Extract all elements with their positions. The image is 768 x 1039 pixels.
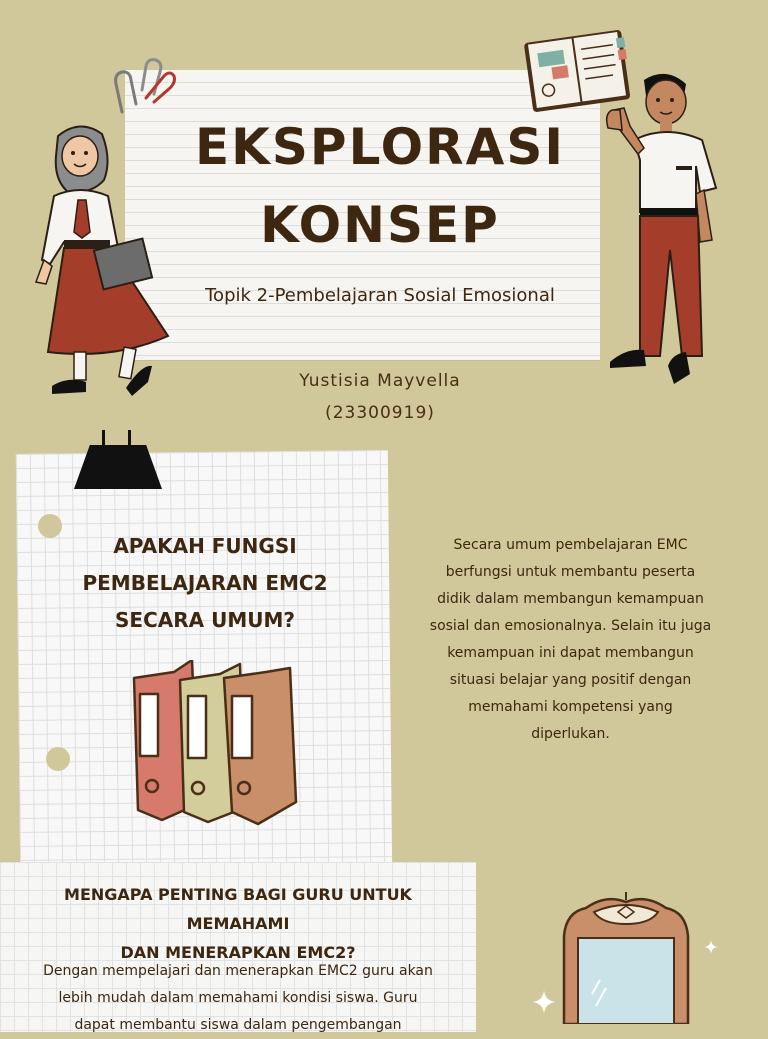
answer-line: berfungsi untuk membantu peserta — [445, 564, 696, 580]
binder-hole — [46, 747, 70, 771]
mirror-illustration — [556, 878, 702, 1024]
author-id: (23300919) — [325, 403, 435, 423]
author-name: Yustisia Mayvella — [299, 371, 461, 391]
binders-illustration — [128, 660, 300, 826]
page-title-line1: EKSPLORASI — [195, 118, 565, 176]
page-title-line2: KONSEP — [260, 196, 500, 254]
section1-question-line: PEMBELAJARAN EMC2 — [82, 571, 328, 595]
section1-question-line: APAKAH FUNGSI — [113, 534, 297, 558]
answer-line: didik dalam membangun kemampuan — [437, 591, 704, 607]
sparkle-icon — [532, 990, 556, 1014]
answer-line: diperlukan. — [531, 726, 610, 742]
section2-question-line: DAN MENERAPKAN EMC2? — [120, 943, 356, 962]
paperclip-icon — [108, 54, 178, 116]
section2-question — [22, 880, 454, 967]
answer-line: Dengan mempelajari dan menerapkan EMC2 guru akan — [43, 963, 433, 979]
sparkle-icon — [704, 940, 718, 954]
answer-line: kemampuan ini dapat membangun — [447, 645, 694, 661]
answer-line: dapat membantu siswa dalam pengembangan — [74, 1017, 402, 1033]
answer-line: situasi belajar yang positif dengan — [449, 672, 692, 688]
binder-hole — [38, 514, 62, 538]
answer-line: Secara umum pembelajaran EMC — [453, 537, 688, 553]
section1-question-line: SECARA UMUM? — [115, 608, 295, 632]
student-girl-illustration — [28, 120, 173, 402]
student-boy-illustration — [600, 70, 725, 390]
section1-question — [70, 528, 340, 639]
section2-answer — [26, 958, 450, 1039]
answer-line: lebih mudah dalam memahami kondisi siswa. Guru — [58, 990, 418, 1006]
page-subtitle: Topik 2-Pembelajaran Sosial Emosional — [205, 285, 555, 306]
section1-answer — [408, 532, 733, 748]
answer-line: memahami kompetensi yang — [468, 699, 673, 715]
answer-line: sosial dan emosionalnya. Selain itu juga — [429, 618, 712, 634]
section2-question-line: MENGAPA PENTING BAGI GURU UNTUK MEMAHAMI — [64, 885, 412, 933]
